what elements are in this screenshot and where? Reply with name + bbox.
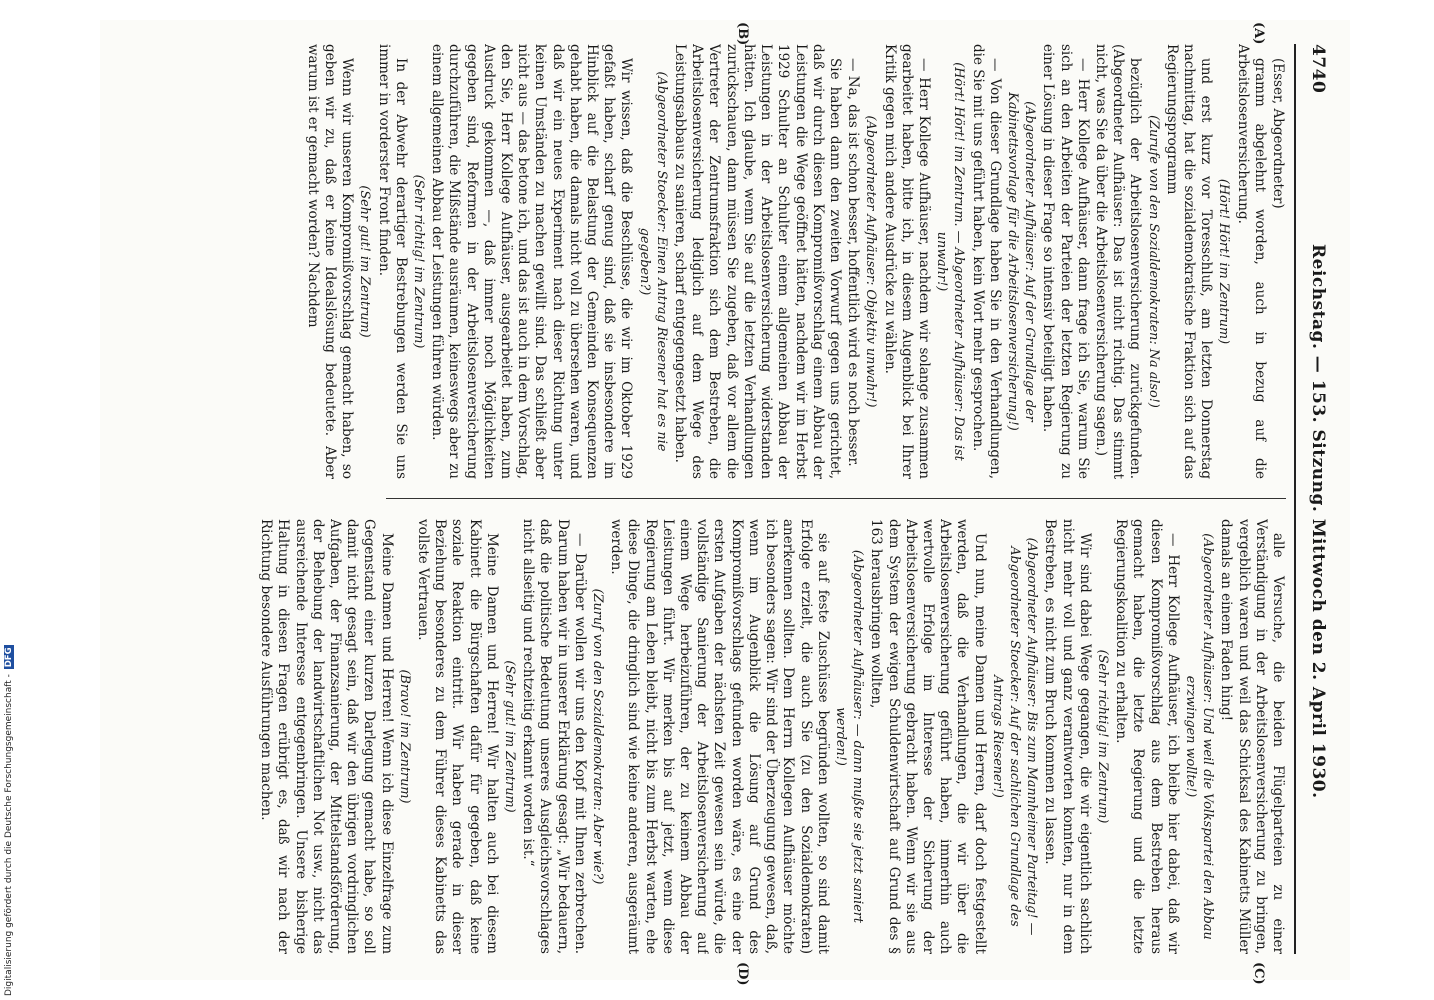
document-page	[100, 20, 1350, 986]
interjection: (Sehr richtig! im Zentrum)	[411, 174, 427, 349]
interjection: (Hört! Hört! im Zentrum. — Abgeordneter Aufhäuser: Das ist unwahr!)	[934, 62, 967, 461]
interjection: (Sehr richtig! im Zentrum)	[1094, 649, 1110, 824]
margin-marker-b: (B)	[735, 22, 750, 46]
paragraph: und erst kurz vor Toresschluß, am letzten Donnerstag nachmittag, hat die sozialdemokratische Fraktion sich auf das Regierungsprogramm	[1163, 44, 1215, 479]
interjection: (Sehr gut! im Zentrum)	[357, 185, 373, 338]
page-title: Reichstag. — 153. Sitzung. Mittwoch den 2. April 1930.	[1308, 244, 1328, 799]
interjection: (Abgeordneter Aufhäuser: Objektiv unwahr!)	[863, 115, 879, 408]
paragraph: Wenn wir unseren Kompromißvorschlag gemacht haben, so geben wir zu, daß er keine Idealslösung bedeutete. Aber warum ist er gemacht worden? Nachdem	[304, 44, 356, 479]
paragraph: — Von dieser Grundlage haben Sie in den Verhandlungen, die Sie mit uns geführt haben, kein Wort mehr gesprochen.	[969, 44, 1003, 479]
paragraph: — Darüber wollen wir uns den Kopf mit Ihnen zerbrechen. Darum haben wir in unserer Erklärung gesagt: „Wir bedauern, daß die politische Bedeutung unseres Ausgleichsvorschlages nicht allseitig und rechtzeitig erkannt worden ist.“	[520, 519, 588, 954]
paragraph: sie auf feste Zuschüsse begründen wollten, so sind damit Erfolge erzielt, die auch Sie (zu den Sozialdemokraten) anerkennen sollten. Dem Herrn Kollegen Aufhäuser möchte ich besonders sagen: Wir sind der Überzeugung gewesen, daß, wenn im Augenblick die Lösung auf Grund des Kompromißvorschlags gefunden worden wäre, es eine der ersten Aufgaben der nächsten Zeit gewesen sein würde, die vollständige Sanierung der Arbeitslosenversicherung auf einem Wege herbeizuführen, der zu keinem Abbau der Leistungen führt. Wir merken bis auf jetzt, wenn diese Regierung am Leben bleibt, nicht bis zum Herbst warten, ehe diese Dinge, die dringlich sind wie keine anderen, ausgeräumt werden.	[608, 519, 831, 954]
credit-text: Digitalisierung gefördert durch die Deutsche Forschungsgemeinschaft -	[4, 674, 14, 996]
paragraph: Sie haben dann den zweiten Vorwurf gegen uns gerichtet, daß wir durch diesen Kompromißvorschlag einem Abbau der Leistungen die Wege geöffnet hätten, nachdem wir im Herbst 1929 Schulter an Schulter einem allgemeinen Abbau der Leistungen in der Arbeitslosenversicherung widerstanden hätten. Ich glaube, wenn Sie auf die letzten Verhandlungen zurückschauen, dann müssen Sie zugeben, daß vor allem die Vertreter der Zentrumsfraktion sich dem Bestreben, die Arbeitslosenversicherung lediglich auf dem Wege des Leistungsabbaus zu sanieren, scharf entgegengesetzt haben.	[672, 44, 843, 479]
margin-marker-a: (A)	[1251, 22, 1266, 45]
page-number: 4740	[1308, 44, 1328, 94]
paragraph: — Herr Kollege Aufhäuser, ich bleibe hier dabei, daß wir diesen Kompromißvorschlag aus dem Bestreben heraus gemacht haben, die letzte Regierung und die letzte Regierungskoalition zu erhalten.	[1113, 519, 1181, 954]
header-rule	[1294, 44, 1296, 954]
paragraph: bezüglich der Arbeitslosenversicherung zurückgefunden. (Abgeordneter Aufhäuser: Das ist nicht richtig. Das stimmt nicht, was Sie da über die Arbeitslosenversicherung sagen.)	[1092, 44, 1144, 479]
paragraph: — Na, das ist schon besser, hoffentlich wird es noch besser.	[845, 58, 862, 467]
paragraph: alle Versuche, die beiden Flügelparteien zu einer Verständigung in der Arbeitslosenversicherung zu bringen, vergeblich waren und weil das Schicksal des Kabinetts Müller damals an einem Faden hing!	[1218, 519, 1286, 954]
interjection: (Bravo! im Zentrum)	[396, 669, 412, 804]
paragraph: gramm abgelehnt worden, auch in bezug auf die Arbeitslosenversicherung.	[1234, 44, 1268, 479]
paragraph: — Herr Kollege Aufhäuser, nachdem wir solange zusammen gearbeitet haben, bitte ich, in diesem Augenblick bei Ihrer Kritik gegen mich andere Ausdrücke zu wählen.	[881, 44, 932, 479]
interjection: (Sehr gut! im Zentrum)	[502, 660, 518, 813]
interjection: (Zurufe von den Sozialdemokraten: Na also!)	[1145, 115, 1161, 408]
digitization-credit	[4, 0, 18, 996]
paragraph: — Herr Kollege Aufhäuser, dann frage ich Sie, warum Sie sich an den Arbeiten der Parteien der letzten Regierung zu einer Lösung in dieser Frage so intensiv beteiligt haben.	[1040, 44, 1091, 479]
paragraph: Wir wissen, daß die Beschlüsse, die wir im Oktober 1929 gefaßt haben, scharf genug sind, daß sie insbesondere im Hinblick auf die Belastung der Gemeinden Konsequenzen gehabt haben, die damals nicht voll zu übersehen waren, und daß wir ein neues Experiment nach dieser Richtung unter keinen Umständen zu machen gewillt sind. Das schließt aber nicht aus — das betone ich, und das ist auch in dem Vorschlag, den Sie, Herr Kollege Aufhäuser, ausgearbeitet haben, zum Ausdruck gekommen —, daß immer noch Möglichkeiten gegeben sind, Reformen in der Arbeitslosenversicherung durchzuführen, die Mißstände ausräumen, keineswegs aber zu einem allgemeinen Abbau der Leistungen führen würden.	[429, 44, 635, 479]
dfg-logo: DFG	[4, 647, 14, 668]
interjection: (Zuruf von den Sozialdemokraten: Aber wie?)	[590, 588, 606, 885]
left-text-column	[126, 44, 1286, 479]
paragraph: (Esser, Abgeordneter)	[1270, 58, 1286, 209]
paragraph: Meine Damen und Herren! Wir halten auch bei diesem Kabinett die Bürgschaften dafür für gegeben, daß keine soziale Reaktion eintritt. Wir haben gerade in dieser Beziehung besonderes zu dem Führer dieses Kabinetts das vollste Vertrauen.	[415, 519, 500, 954]
paragraph: Wir sind dabei Wege gegangen, die wir eigentlich sachlich nicht mehr voll und ganz verantworten konnten, nur in dem Bestreben, es nicht zum Bruch kommen zu lassen.	[1042, 519, 1093, 954]
paragraph: Meine Damen und Herren! Wenn ich diese Einzelfrage zum Gegenstand einer kurzen Darlegung gemacht habe, so soll damit nicht gesagt sein, daß wir den übrigen vordringlichen Aufgaben, der Finanzsanierung, der Mittelstandsförderung, der Behebung der landwirtschaftlichen Not usw., nicht das ausreichende Interesse entgegenbringen. Unsere bisherige Haltung in diesen Fragen erübrigt es, daß wir nach der Richtung besondere Ausführungen machen.	[258, 519, 395, 954]
margin-marker-d: (D)	[735, 962, 750, 986]
right-text-column	[126, 519, 1286, 954]
interjection: (Abgeordneter Aufhäuser: Bis zum Mannheimer Parteitag! — Abgeordneter Stoecker: Auf der sachlichen Grundlage des Antrags Riesener!)	[989, 537, 1040, 936]
interjection: (Abgeordneter Aufhäuser: — dann mußte sie jetzt saniert werden!)	[832, 549, 866, 924]
interjection: (Abgeordneter Stoecker: Einen Antrag Riesener hat es nie gegeben?)	[636, 71, 669, 452]
interjection: (Hört! Hört! im Zentrum)	[1216, 178, 1232, 345]
column-divider	[386, 498, 1286, 499]
page-header	[1298, 44, 1328, 954]
interjection: (Abgeordneter Aufhäuser: Auf der Grundlage der Kabinettsvorlage für die Arbeitslosenversicherung!)	[1004, 92, 1038, 431]
paragraph: Und nun, meine Damen und Herren, darf doch festgestellt werden, daß die Verhandlungen, die wir über die Arbeitslosenversicherung geführt haben, immerhin auch wertvolle Erfolge im Interesse der Sicherung der Arbeitslosenversicherung gebracht haben. Wenn wir sie aus dem System der ewigen Schuldenwirtschaft auf Grund des § 163 herausbringen wollten,	[868, 519, 988, 954]
paragraph: In der Abwehr derartiger Bestrebungen werden Sie uns immer in vorderster Front finden.	[375, 44, 409, 479]
margin-marker-c: (C)	[1251, 962, 1266, 985]
interjection: (Abgeordneter Aufhäuser: Und weil die Volkspartei den Abbau erzwingen wollte!)	[1182, 533, 1216, 940]
